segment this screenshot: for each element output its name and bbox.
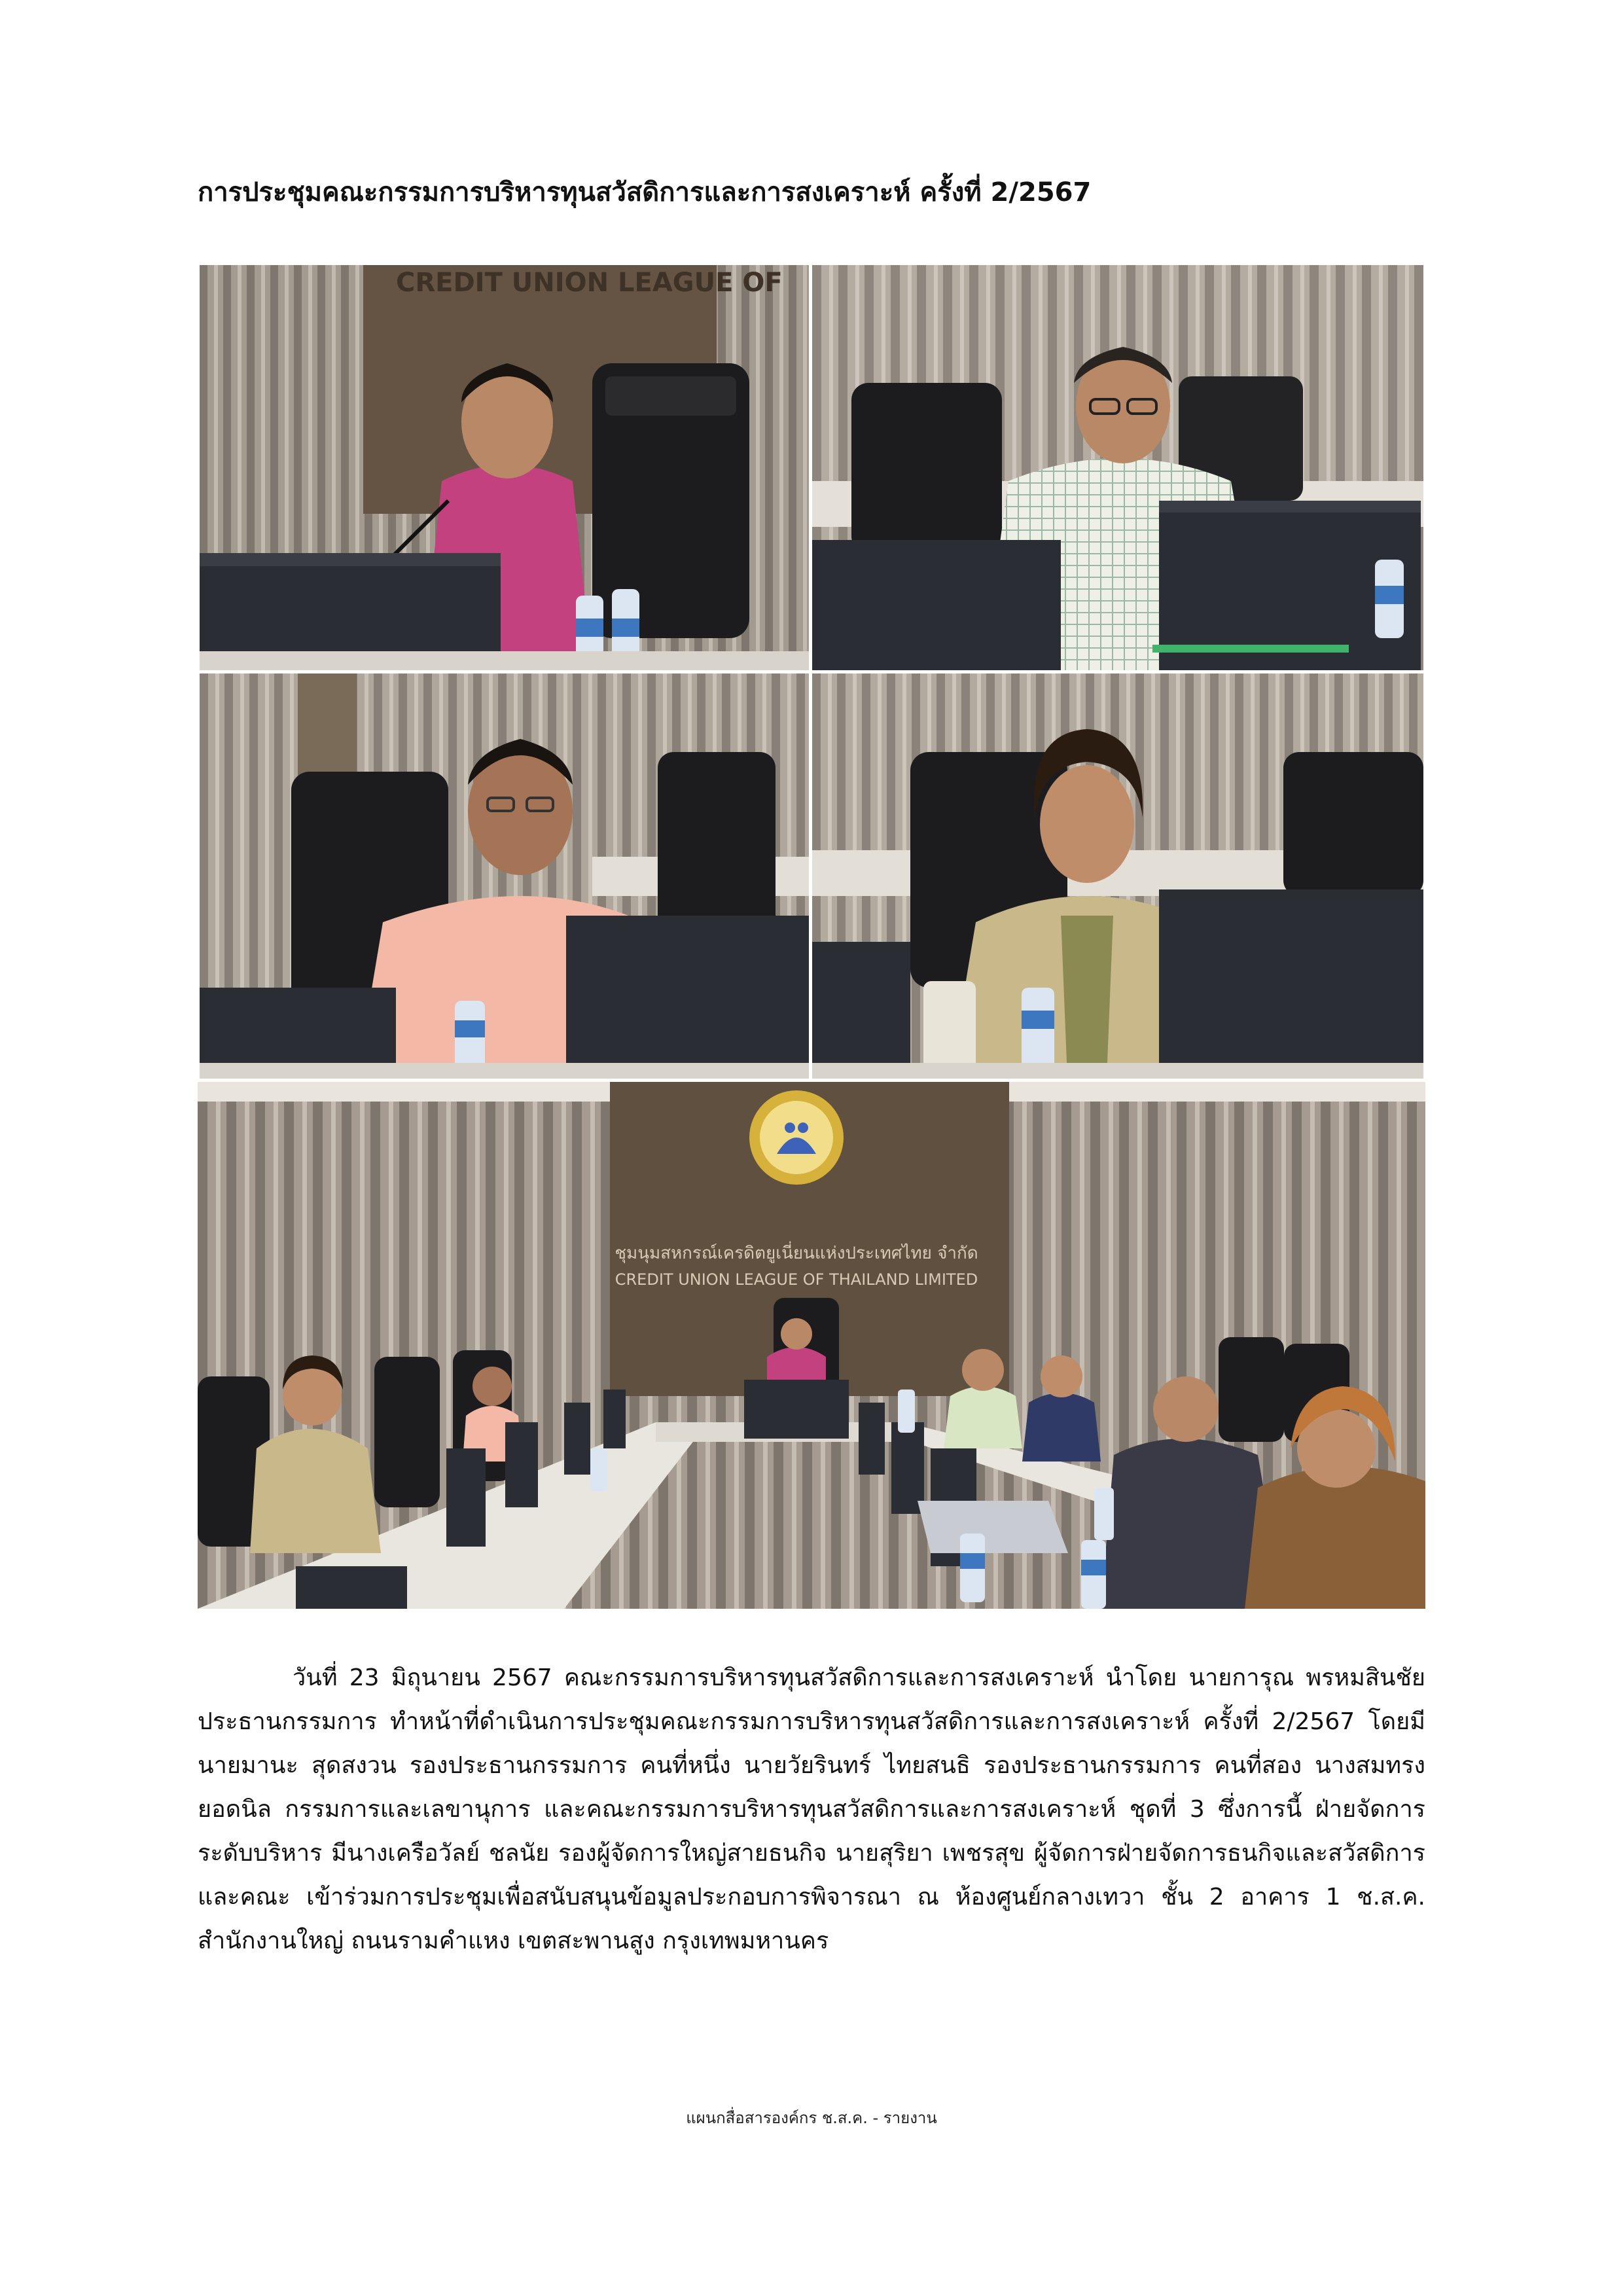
photo-chairman-pink-shirt-graphic [200,265,809,670]
page-footer: แผนกสื่อสารองค์กร ช.ส.ค. - รายงาน [686,2109,937,2127]
photo-meeting-room-wide [198,1082,1425,1609]
wall-text-english: CREDIT UNION LEAGUE OF THAILAND LIMITED [615,1270,978,1289]
photo-secretary-khaki-jacket [812,673,1423,1079]
page-title: การประชุมคณะกรรมการบริหารทุนสวัสดิการและการสงเคราะห์ ครั้งที่ 2/2567 [198,177,1092,207]
photo-vice-chairman-plaid-shirt-graphic [812,265,1423,670]
body-paragraph: วันที่ 23 มิถุนายน 2567 คณะกรรมการบริหารทุนสวัสดิการและการสงเคราะห์ นำโดย นายการุณ พรหมสินชัย ประธานกรรมการ ทำหน้าที่ดำเนินการประชุมคณะกรรมการบริหารทุนสวัสดิการและการสงเคราะห์ ครั้งที่ 2/2567 โดยมี นายมานะ สุดสงวน รองประธานกรรมการ คนที่หนึ่ง นายวัยรินทร์ ไทยสนธิ รองประธานกรรมการ คนที่สอง นางสมทรง ยอดนิล กรรมการและเลขานุการ และคณะกรรมการบริหารทุนสวัสดิการและการสงเคราะห์ ชุดที่ 3 ซึ่งการนี้ ฝ่ายจัดการระดับบริหาร มีนางเครือวัลย์ ชลนัย รองผู้จัดการใหญ่สายธนกิจ นายสุริยา เพชรสุข ผู้จัดการฝ่ายจัดการธนกิจและสวัสดิการ และคณะ เข้าร่วมการประชุมเพื่อสนับสนุนข้อมูลประกอบการพิจารณา ณ ห้องศูนย์กลางเทวา ชั้น 2 อาคาร 1 ช.ส.ค. สำนักงานใหญ่ ถนนรามคำแหง เขตสะพานสูง กรุงเทพมหานคร [198,1664,1425,1954]
photo-vice-chairman-plaid-shirt [812,265,1423,670]
photo-vice-chairman-salmon-shirt [200,673,809,1079]
photo-meeting-room-wide-graphic [198,1082,1425,1609]
photo-vice-chairman-salmon-shirt-graphic [200,673,809,1079]
photo-chairman-pink-shirt [200,265,809,670]
photo-secretary-khaki-jacket-graphic [812,673,1423,1079]
wall-text-thai: ชุมนุมสหกรณ์เครดิตยูเนี่ยนแห่งประเทศไทย จำกัด [615,1244,978,1263]
wall-text: CREDIT UNION LEAGUE OF [396,268,783,298]
